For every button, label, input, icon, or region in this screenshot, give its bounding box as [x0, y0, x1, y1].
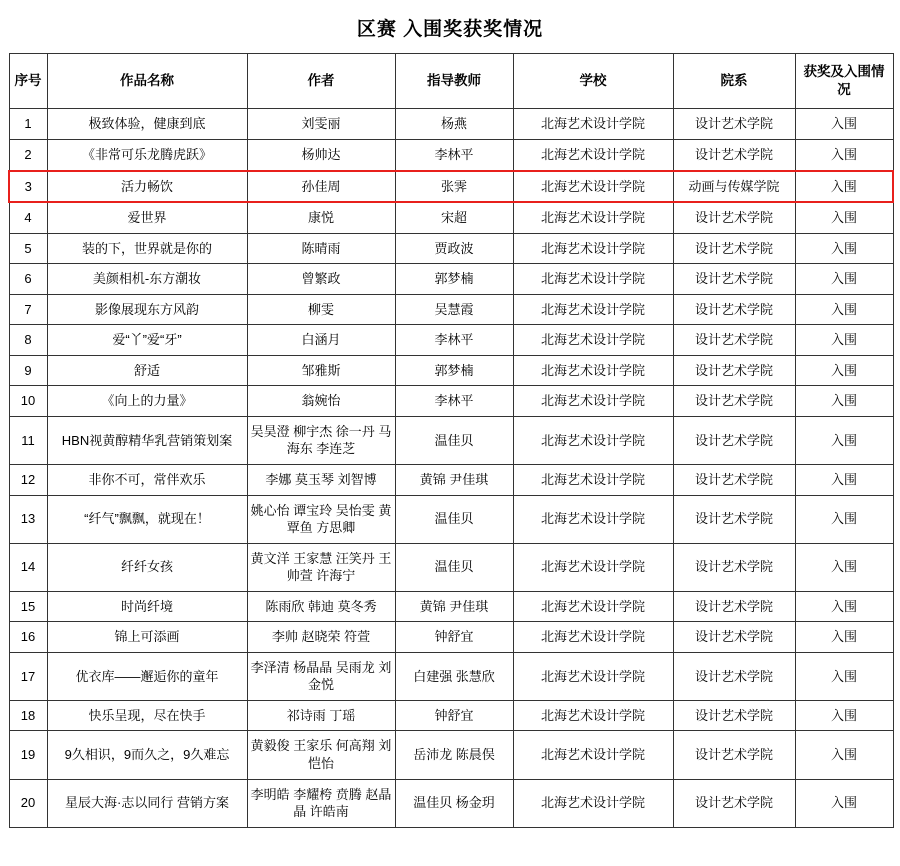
cell-dept: 设计艺术学院 — [673, 591, 795, 622]
cell-result: 入围 — [795, 622, 893, 653]
cell-author: 黄毅俊 王家乐 何高翔 刘恺怡 — [247, 731, 395, 779]
page-title: 区赛 入围奖获奖情况 — [356, 19, 544, 40]
cell-school: 北海艺术设计学院 — [513, 109, 673, 140]
cell-seq: 11 — [9, 416, 47, 464]
cell-author: 康悦 — [247, 202, 395, 233]
cell-result: 入围 — [795, 386, 893, 417]
table-header — [9, 54, 893, 109]
cell-dept: 设计艺术学院 — [673, 652, 795, 700]
cell-result: 入围 — [795, 416, 893, 464]
cell-result: 入围 — [795, 652, 893, 700]
cell-school: 北海艺术设计学院 — [513, 495, 673, 543]
cell-work: 《非常可乐龙腾虎跃》 — [47, 139, 247, 170]
cell-author: 白涵月 — [247, 325, 395, 356]
cell-teacher: 贾政波 — [395, 233, 513, 264]
cell-school: 北海艺术设计学院 — [513, 325, 673, 356]
cell-result: 入围 — [795, 325, 893, 356]
cell-teacher: 郭梦楠 — [395, 264, 513, 295]
cell-work: 极致体验，健康到底 — [47, 109, 247, 140]
cell-school: 北海艺术设计学院 — [513, 202, 673, 233]
cell-result: 入围 — [795, 109, 893, 140]
cell-result: 入围 — [795, 264, 893, 295]
cell-seq: 19 — [9, 731, 47, 779]
cell-dept: 设计艺术学院 — [673, 495, 795, 543]
cell-result: 入围 — [795, 591, 893, 622]
table-row — [9, 355, 893, 386]
cell-author: 孙佳周 — [247, 171, 395, 203]
table-row — [9, 202, 893, 233]
cell-school: 北海艺术设计学院 — [513, 465, 673, 496]
cell-teacher: 宋超 — [395, 202, 513, 233]
table-row — [9, 171, 893, 203]
cell-result: 入围 — [795, 495, 893, 543]
cell-school: 北海艺术设计学院 — [513, 731, 673, 779]
cell-seq: 5 — [9, 233, 47, 264]
cell-teacher: 钟舒宜 — [395, 622, 513, 653]
cell-result: 入围 — [795, 171, 893, 203]
cell-result: 入围 — [795, 233, 893, 264]
cell-dept: 设计艺术学院 — [673, 416, 795, 464]
cell-author: 李娜 莫玉琴 刘智博 — [247, 465, 395, 496]
cell-result: 入围 — [795, 355, 893, 386]
cell-dept: 动画与传媒学院 — [673, 171, 795, 203]
cell-work: 优衣库——邂逅你的童年 — [47, 652, 247, 700]
cell-seq: 14 — [9, 543, 47, 591]
cell-school: 北海艺术设计学院 — [513, 652, 673, 700]
cell-author: 曾繁政 — [247, 264, 395, 295]
cell-work: 9久相识，9而久之，9久难忘 — [47, 731, 247, 779]
table-row — [9, 591, 893, 622]
table-header-row — [9, 54, 893, 109]
cell-school: 北海艺术设计学院 — [513, 355, 673, 386]
cell-dept: 设计艺术学院 — [673, 139, 795, 170]
cell-author: 祁诗雨 丁瑶 — [247, 700, 395, 731]
table-row — [9, 700, 893, 731]
cell-author: 李明皓 李耀桍 贲腾 赵晶晶 许皓南 — [247, 779, 395, 827]
cell-author: 刘雯丽 — [247, 109, 395, 140]
cell-dept: 设计艺术学院 — [673, 325, 795, 356]
cell-result: 入围 — [795, 202, 893, 233]
cell-work: 快乐呈现，尽在快手 — [47, 700, 247, 731]
cell-work: 《向上的力量》 — [47, 386, 247, 417]
cell-result: 入围 — [795, 294, 893, 325]
cell-dept: 设计艺术学院 — [673, 779, 795, 827]
cell-teacher: 李林平 — [395, 386, 513, 417]
cell-seq: 4 — [9, 202, 47, 233]
table-row — [9, 294, 893, 325]
cell-seq: 7 — [9, 294, 47, 325]
cell-school: 北海艺术设计学院 — [513, 622, 673, 653]
cell-seq: 6 — [9, 264, 47, 295]
cell-dept: 设计艺术学院 — [673, 386, 795, 417]
table-row — [9, 731, 893, 779]
cell-seq: 16 — [9, 622, 47, 653]
cell-school: 北海艺术设计学院 — [513, 779, 673, 827]
cell-dept: 设计艺术学院 — [673, 355, 795, 386]
cell-work: 爱世界 — [47, 202, 247, 233]
cell-school: 北海艺术设计学院 — [513, 386, 673, 417]
cell-seq: 1 — [9, 109, 47, 140]
cell-author: 邹雅斯 — [247, 355, 395, 386]
cell-teacher: 温佳贝 — [395, 543, 513, 591]
cell-work: 影像展现东方风韵 — [47, 294, 247, 325]
cell-dept: 设计艺术学院 — [673, 202, 795, 233]
cell-result: 入围 — [795, 543, 893, 591]
column-header-dept: 院系 — [673, 54, 795, 109]
cell-teacher: 岳沛龙 陈晨俣 — [395, 731, 513, 779]
cell-teacher: 李林平 — [395, 139, 513, 170]
cell-dept: 设计艺术学院 — [673, 622, 795, 653]
table-row — [9, 386, 893, 417]
cell-seq: 9 — [9, 355, 47, 386]
cell-teacher: 郭梦楠 — [395, 355, 513, 386]
cell-dept: 设计艺术学院 — [673, 700, 795, 731]
cell-author: 杨帅达 — [247, 139, 395, 170]
cell-work: 纤纤女孩 — [47, 543, 247, 591]
cell-school: 北海艺术设计学院 — [513, 294, 673, 325]
column-header-teacher: 指导教师 — [395, 54, 513, 109]
cell-school: 北海艺术设计学院 — [513, 543, 673, 591]
cell-dept: 设计艺术学院 — [673, 465, 795, 496]
cell-work: 非你不可，常伴欢乐 — [47, 465, 247, 496]
cell-result: 入围 — [795, 779, 893, 827]
cell-author: 吴昊澄 柳宇杰 徐一丹 马海东 李连芝 — [247, 416, 395, 464]
cell-work: 爱“丫”爱“牙” — [47, 325, 247, 356]
cell-work: “纤气”飘飘，就现在！ — [47, 495, 247, 543]
cell-author: 陈雨欣 韩迪 莫冬秀 — [247, 591, 395, 622]
cell-result: 入围 — [795, 731, 893, 779]
cell-teacher: 张霁 — [395, 171, 513, 203]
table-row — [9, 465, 893, 496]
cell-work: HBN视黄醇精华乳营销策划案 — [47, 416, 247, 464]
cell-teacher: 吴慧霞 — [395, 294, 513, 325]
cell-seq: 8 — [9, 325, 47, 356]
cell-dept: 设计艺术学院 — [673, 294, 795, 325]
table-row — [9, 109, 893, 140]
table-row — [9, 416, 893, 464]
cell-seq: 18 — [9, 700, 47, 731]
cell-author: 黄文洋 王家慧 汪笑丹 王帅萱 许海宁 — [247, 543, 395, 591]
cell-dept: 设计艺术学院 — [673, 731, 795, 779]
cell-work: 时尚纤境 — [47, 591, 247, 622]
cell-teacher: 李林平 — [395, 325, 513, 356]
cell-work: 美颜相机-东方潮妆 — [47, 264, 247, 295]
table-row — [9, 779, 893, 827]
cell-teacher: 杨燕 — [395, 109, 513, 140]
cell-author: 翁婉怡 — [247, 386, 395, 417]
column-header-author: 作者 — [247, 54, 395, 109]
cell-work: 锦上可添画 — [47, 622, 247, 653]
cell-author: 陈晴雨 — [247, 233, 395, 264]
table-row — [9, 325, 893, 356]
cell-teacher: 钟舒宜 — [395, 700, 513, 731]
table-row — [9, 264, 893, 295]
column-header-seq: 序号 — [9, 54, 47, 109]
cell-author: 姚心怡 谭宝玲 吴怡雯 黄覃鱼 方思卿 — [247, 495, 395, 543]
cell-author: 李泽清 杨晶晶 吴雨龙 刘金悦 — [247, 652, 395, 700]
cell-work: 装的下，世界就是你的 — [47, 233, 247, 264]
table-body — [9, 109, 893, 827]
table-row — [9, 652, 893, 700]
cell-work: 活力畅饮 — [47, 171, 247, 203]
award-table — [8, 53, 894, 828]
cell-result: 入围 — [795, 700, 893, 731]
cell-result: 入围 — [795, 139, 893, 170]
cell-work: 星辰大海·志以同行 营销方案 — [47, 779, 247, 827]
table-row — [9, 139, 893, 170]
cell-seq: 2 — [9, 139, 47, 170]
cell-author: 李帅 赵晓荣 符萱 — [247, 622, 395, 653]
cell-teacher: 黄锦 尹佳琪 — [395, 591, 513, 622]
cell-school: 北海艺术设计学院 — [513, 700, 673, 731]
cell-result: 入围 — [795, 465, 893, 496]
cell-dept: 设计艺术学院 — [673, 109, 795, 140]
cell-teacher: 温佳贝 — [395, 495, 513, 543]
cell-seq: 12 — [9, 465, 47, 496]
table-row — [9, 233, 893, 264]
cell-seq: 10 — [9, 386, 47, 417]
cell-school: 北海艺术设计学院 — [513, 416, 673, 464]
column-header-work: 作品名称 — [47, 54, 247, 109]
cell-author: 柳雯 — [247, 294, 395, 325]
cell-school: 北海艺术设计学院 — [513, 233, 673, 264]
cell-work: 舒适 — [47, 355, 247, 386]
cell-school: 北海艺术设计学院 — [513, 171, 673, 203]
cell-dept: 设计艺术学院 — [673, 264, 795, 295]
cell-seq: 15 — [9, 591, 47, 622]
table-row — [9, 543, 893, 591]
cell-school: 北海艺术设计学院 — [513, 264, 673, 295]
cell-teacher: 温佳贝 — [395, 416, 513, 464]
table-row — [9, 622, 893, 653]
cell-teacher: 白建强 张慧欣 — [395, 652, 513, 700]
cell-school: 北海艺术设计学院 — [513, 139, 673, 170]
cell-seq: 13 — [9, 495, 47, 543]
cell-dept: 设计艺术学院 — [673, 543, 795, 591]
cell-dept: 设计艺术学院 — [673, 233, 795, 264]
table-row — [9, 495, 893, 543]
cell-teacher: 温佳贝 杨金玥 — [395, 779, 513, 827]
column-header-result: 获奖及入围情况 — [795, 54, 893, 109]
cell-seq: 3 — [9, 171, 47, 203]
column-header-school: 学校 — [513, 54, 673, 109]
cell-school: 北海艺术设计学院 — [513, 591, 673, 622]
cell-seq: 20 — [9, 779, 47, 827]
cell-seq: 17 — [9, 652, 47, 700]
cell-teacher: 黄锦 尹佳琪 — [395, 465, 513, 496]
